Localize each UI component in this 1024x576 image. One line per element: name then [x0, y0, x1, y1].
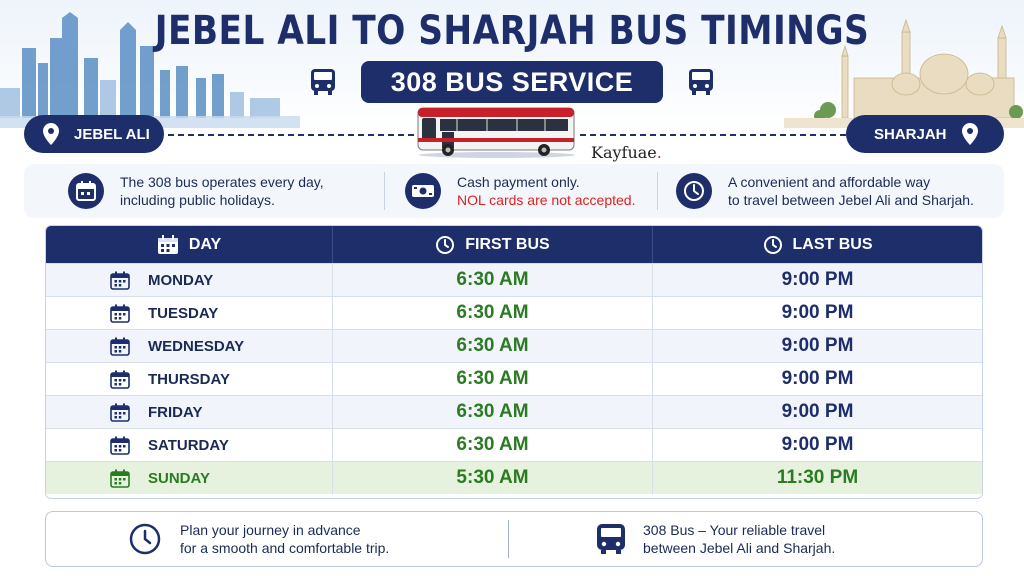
- calendar-icon: [157, 235, 179, 255]
- clock-icon: [128, 522, 162, 556]
- footer-banner: [45, 511, 983, 567]
- day-cell: [46, 363, 332, 395]
- table-row: [46, 329, 982, 362]
- calendar-icon: [110, 436, 130, 455]
- footer-text: for a smooth and comfortable trip.: [180, 540, 390, 556]
- calendar-icon: [110, 304, 130, 323]
- brand-dot: .: [656, 143, 662, 162]
- origin-label: JEBEL ALI: [74, 125, 150, 143]
- service-label: 308 BUS SERVICE: [361, 61, 663, 103]
- last-bus-cell: 9:00 PM: [652, 429, 982, 461]
- calendar-icon: [110, 403, 130, 422]
- first-bus-cell: 6:30 AM: [332, 429, 652, 461]
- day-cell: [46, 396, 332, 428]
- brand-watermark: [591, 143, 662, 162]
- first-bus-cell: 6:30 AM: [332, 363, 652, 395]
- timetable: [45, 225, 983, 499]
- bus-icon: [687, 67, 715, 97]
- table-body: [46, 263, 982, 494]
- bus-illustration: [416, 106, 578, 158]
- header-first-bus: [332, 226, 652, 263]
- calendar-icon: [110, 337, 130, 356]
- calendar-icon: [68, 173, 104, 209]
- day-label: SUNDAY: [148, 469, 210, 487]
- day-label: SATURDAY: [148, 436, 229, 454]
- header-label: DAY: [188, 235, 222, 253]
- footer-item-bus: [509, 512, 979, 566]
- day-label: THURSDAY: [148, 370, 230, 388]
- day-cell: [46, 330, 332, 362]
- info-item-value: [658, 164, 998, 218]
- header-day: [46, 226, 332, 263]
- info-text: A convenient and affordable way: [728, 174, 931, 190]
- info-item-payment: [385, 164, 657, 218]
- table-row: [46, 461, 982, 494]
- table-header: [46, 226, 982, 263]
- table-row: [46, 263, 982, 296]
- day-label: WEDNESDAY: [148, 337, 245, 355]
- first-bus-cell: 6:30 AM: [332, 396, 652, 428]
- table-row: [46, 362, 982, 395]
- footer-item-plan: [46, 512, 508, 566]
- day-label: TUESDAY: [148, 304, 219, 322]
- clock-icon: [763, 235, 783, 255]
- table-row: [46, 395, 982, 428]
- route-line: [168, 134, 414, 136]
- table-row: [46, 296, 982, 329]
- footer-text: 308 Bus – Your reliable travel: [643, 522, 826, 538]
- cash-icon: [405, 173, 441, 209]
- bus-icon: [595, 522, 627, 556]
- last-bus-cell: 9:00 PM: [652, 396, 982, 428]
- last-bus-cell: 11:30 PM: [652, 462, 982, 494]
- info-text: including public holidays.: [120, 192, 275, 208]
- day-label: MONDAY: [148, 271, 214, 289]
- route-line: [580, 134, 846, 136]
- page-title: JEBEL ALI TO SHARJAH BUS TIMINGS: [154, 8, 870, 54]
- first-bus-cell: 6:30 AM: [332, 330, 652, 362]
- last-bus-cell: 9:00 PM: [652, 330, 982, 362]
- info-warning-text: NOL cards are not accepted.: [457, 192, 636, 208]
- calendar-icon: [110, 271, 130, 290]
- clock-icon: [676, 173, 712, 209]
- origin-badge: [24, 115, 164, 153]
- info-item-operation: [24, 164, 384, 218]
- bus-icon: [309, 67, 337, 97]
- day-cell: [46, 264, 332, 296]
- service-banner: [0, 60, 1024, 104]
- day-cell: [46, 297, 332, 329]
- header-last-bus: [652, 226, 982, 263]
- calendar-icon: [110, 469, 130, 488]
- info-strip: [24, 164, 1004, 218]
- day-cell: [46, 429, 332, 461]
- brand-name: Kayfuae: [591, 143, 657, 162]
- calendar-icon: [110, 370, 130, 389]
- clock-icon: [435, 235, 455, 255]
- first-bus-cell: 6:30 AM: [332, 297, 652, 329]
- header-label: LAST BUS: [792, 235, 873, 253]
- last-bus-cell: 9:00 PM: [652, 363, 982, 395]
- destination-badge: [846, 115, 1004, 153]
- info-text: to travel between Jebel Ali and Sharjah.: [728, 192, 974, 208]
- info-text: The 308 bus operates every day,: [120, 174, 324, 190]
- day-label: FRIDAY: [148, 403, 203, 421]
- destination-label: SHARJAH: [874, 125, 947, 143]
- footer-text: Plan your journey in advance: [180, 522, 361, 538]
- info-text: Cash payment only.: [457, 174, 580, 190]
- day-cell: [46, 462, 332, 494]
- table-row: [46, 428, 982, 461]
- location-pin-icon: [42, 122, 60, 146]
- first-bus-cell: 5:30 AM: [332, 462, 652, 494]
- last-bus-cell: 9:00 PM: [652, 264, 982, 296]
- footer-text: between Jebel Ali and Sharjah.: [643, 540, 836, 556]
- location-pin-icon: [961, 122, 979, 146]
- first-bus-cell: 6:30 AM: [332, 264, 652, 296]
- last-bus-cell: 9:00 PM: [652, 297, 982, 329]
- header-label: FIRST BUS: [465, 235, 550, 253]
